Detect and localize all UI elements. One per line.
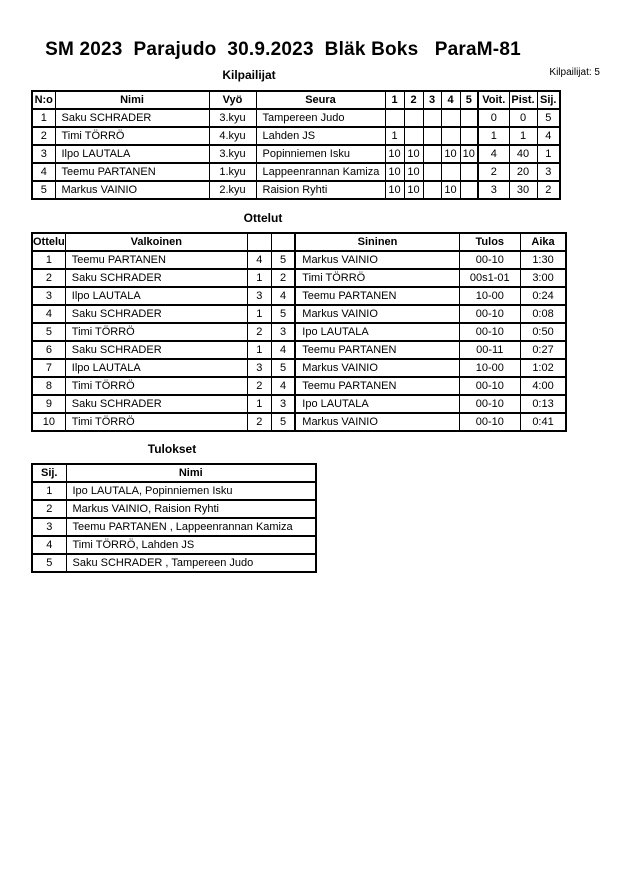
cell: 1 <box>247 341 271 359</box>
cell: 2 <box>247 413 271 431</box>
cell: 3:00 <box>520 269 566 287</box>
cell: 1 <box>247 305 271 323</box>
cell: 2 <box>271 269 295 287</box>
cell: 4 <box>32 536 66 554</box>
cell: 1:02 <box>520 359 566 377</box>
cell: 5 <box>271 413 295 431</box>
header-cell: 1 <box>385 91 404 109</box>
cell: 5 <box>271 359 295 377</box>
header-cell: Sij. <box>32 464 66 482</box>
header-cell: Vyö <box>209 91 256 109</box>
cell: 3 <box>478 181 509 199</box>
cell: 10 <box>404 145 423 163</box>
cell: Markus VAINIO, Raision Ryhti <box>66 500 316 518</box>
cell: 4 <box>537 127 560 145</box>
cell <box>423 109 441 127</box>
cell: Ilpo LAUTALA <box>65 287 247 305</box>
cell: Lahden JS <box>256 127 385 145</box>
table-row <box>32 536 316 554</box>
cell: 4:00 <box>520 377 566 395</box>
cell: 3 <box>32 145 55 163</box>
cell: 5 <box>537 109 560 127</box>
cell: 10 <box>404 163 423 181</box>
table-row <box>32 323 566 341</box>
table-row <box>32 305 566 323</box>
cell: 10 <box>404 181 423 199</box>
header-cell: Voit. <box>478 91 509 109</box>
cell: Timi TÖRRÖ <box>55 127 209 145</box>
header-cell: Tulos <box>459 233 520 251</box>
cell <box>441 127 460 145</box>
cell: 6 <box>32 341 65 359</box>
cell: 2 <box>32 269 65 287</box>
matches-table <box>31 232 567 432</box>
cell: 10 <box>385 145 404 163</box>
cell: Timi TÖRRÖ <box>65 323 247 341</box>
cell <box>423 145 441 163</box>
cell: Teemu PARTANEN <box>55 163 209 181</box>
cell: 4 <box>32 305 65 323</box>
cell: 2 <box>32 500 66 518</box>
cell: 10 <box>385 163 404 181</box>
header-cell <box>247 233 271 251</box>
cell: 7 <box>32 359 65 377</box>
cell: 10 <box>460 145 478 163</box>
cell: 4 <box>32 163 55 181</box>
cell <box>423 181 441 199</box>
cell: Lappeenrannan Kamiza <box>256 163 385 181</box>
table-row <box>32 127 560 145</box>
cell: 4.kyu <box>209 127 256 145</box>
cell <box>423 127 441 145</box>
header-row <box>32 233 566 251</box>
cell: 10-00 <box>459 359 520 377</box>
cell: Markus VAINIO <box>295 359 459 377</box>
cell <box>441 163 460 181</box>
cell: 1 <box>32 482 66 500</box>
cell: 4 <box>247 251 271 269</box>
cell: 0:27 <box>520 341 566 359</box>
cell: Teemu PARTANEN <box>65 251 247 269</box>
cell: 00-11 <box>459 341 520 359</box>
cell: 40 <box>509 145 537 163</box>
cell <box>423 163 441 181</box>
cell: 2 <box>247 377 271 395</box>
table-row <box>32 482 316 500</box>
table-row <box>32 554 316 572</box>
cell: 00-10 <box>459 377 520 395</box>
cell: Timi TÖRRÖ, Lahden JS <box>66 536 316 554</box>
cell: Saku SCHRADER , Tampereen Judo <box>66 554 316 572</box>
cell: 1.kyu <box>209 163 256 181</box>
cell: 00-10 <box>459 323 520 341</box>
page-title: SM 2023 Parajudo 30.9.2023 Bläk Boks ParaM-81 <box>45 39 521 60</box>
cell: Saku SCHRADER <box>65 341 247 359</box>
cell: Saku SCHRADER <box>65 305 247 323</box>
cell: Ipo LAUTALA <box>295 395 459 413</box>
header-cell: Valkoinen <box>65 233 247 251</box>
cell: 10 <box>32 413 65 431</box>
cell <box>460 163 478 181</box>
cell: 00s1-01 <box>459 269 520 287</box>
cell: 4 <box>271 377 295 395</box>
cell: Markus VAINIO <box>55 181 209 199</box>
table-row <box>32 518 316 536</box>
cell: 3 <box>271 323 295 341</box>
cell: Teemu PARTANEN , Lappeenrannan Kamiza <box>66 518 316 536</box>
cell <box>460 127 478 145</box>
cell: 2.kyu <box>209 181 256 199</box>
cell: 00-10 <box>459 395 520 413</box>
cell: Teemu PARTANEN <box>295 287 459 305</box>
cell: 1 <box>32 109 55 127</box>
cell: 1 <box>478 127 509 145</box>
cell: 3 <box>32 287 65 305</box>
cell: Popinniemen Isku <box>256 145 385 163</box>
cell: 5 <box>271 251 295 269</box>
header-cell: Aika <box>520 233 566 251</box>
cell: 2 <box>247 323 271 341</box>
section-title-ottelut: Ottelut <box>243 211 283 225</box>
header-cell: Sininen <box>295 233 459 251</box>
cell: 1:30 <box>520 251 566 269</box>
table-row <box>32 251 566 269</box>
cell: 2 <box>537 181 560 199</box>
cell: 0:13 <box>520 395 566 413</box>
cell <box>441 109 460 127</box>
header-cell: 3 <box>423 91 441 109</box>
standings-table <box>31 463 317 573</box>
cell: 1 <box>509 127 537 145</box>
header-row <box>32 464 316 482</box>
cell: Saku SCHRADER <box>55 109 209 127</box>
cell: 1 <box>247 395 271 413</box>
cell: 10-00 <box>459 287 520 305</box>
cell: 5 <box>32 554 66 572</box>
competitors-table <box>31 90 561 200</box>
cell: Tampereen Judo <box>256 109 385 127</box>
header-cell: 5 <box>460 91 478 109</box>
table-row <box>32 413 566 431</box>
cell <box>460 109 478 127</box>
cell: 10 <box>385 181 404 199</box>
table-row <box>32 377 566 395</box>
cell: 00-10 <box>459 413 520 431</box>
cell <box>385 109 404 127</box>
cell: 0 <box>509 109 537 127</box>
cell: Raision Ryhti <box>256 181 385 199</box>
header-cell: 2 <box>404 91 423 109</box>
cell: 5 <box>271 305 295 323</box>
cell: 3 <box>247 359 271 377</box>
cell: Timi TÖRRÖ <box>295 269 459 287</box>
cell: Teemu PARTANEN <box>295 377 459 395</box>
cell: Teemu PARTANEN <box>295 341 459 359</box>
cell: 3.kyu <box>209 109 256 127</box>
cell: 5 <box>32 323 65 341</box>
header-cell: Seura <box>256 91 385 109</box>
table-row <box>32 109 560 127</box>
cell: 0:41 <box>520 413 566 431</box>
header-cell: Sij. <box>537 91 560 109</box>
cell <box>404 109 423 127</box>
cell: 4 <box>271 287 295 305</box>
cell: 3 <box>32 518 66 536</box>
cell: 3.kyu <box>209 145 256 163</box>
cell: 1 <box>385 127 404 145</box>
cell: 0 <box>478 109 509 127</box>
header-cell: Ottelu <box>32 233 65 251</box>
header-cell: Pist. <box>509 91 537 109</box>
cell: 0:50 <box>520 323 566 341</box>
table-row <box>32 359 566 377</box>
cell: 00-10 <box>459 251 520 269</box>
header-cell: Nimi <box>55 91 209 109</box>
section-title-tulokset: Tulokset <box>147 442 197 456</box>
cell: Timi TÖRRÖ <box>65 413 247 431</box>
cell: 10 <box>441 145 460 163</box>
table-row <box>32 500 316 518</box>
header-cell: Nimi <box>66 464 316 482</box>
cell: 3 <box>537 163 560 181</box>
cell: 1 <box>32 251 65 269</box>
cell: Markus VAINIO <box>295 413 459 431</box>
competitors-count-label: Kilpailijat: 5 <box>549 67 600 78</box>
cell: 20 <box>509 163 537 181</box>
cell: Markus VAINIO <box>295 251 459 269</box>
cell: Saku SCHRADER <box>65 269 247 287</box>
cell: 1 <box>537 145 560 163</box>
cell: Markus VAINIO <box>295 305 459 323</box>
cell: 0:24 <box>520 287 566 305</box>
cell: 2 <box>478 163 509 181</box>
cell: Ilpo LAUTALA <box>65 359 247 377</box>
cell: 5 <box>32 181 55 199</box>
cell: Ipo LAUTALA, Popinniemen Isku <box>66 482 316 500</box>
cell: Timi TÖRRÖ <box>65 377 247 395</box>
header-cell: 4 <box>441 91 460 109</box>
header-cell <box>271 233 295 251</box>
table-row <box>32 163 560 181</box>
cell: 1 <box>247 269 271 287</box>
cell: 4 <box>271 341 295 359</box>
cell: 3 <box>271 395 295 413</box>
table-row <box>32 287 566 305</box>
header-row <box>32 91 560 109</box>
cell <box>404 127 423 145</box>
cell: 3 <box>247 287 271 305</box>
cell: 2 <box>32 127 55 145</box>
cell: Ilpo LAUTALA <box>55 145 209 163</box>
cell: 4 <box>478 145 509 163</box>
header-cell: N:o <box>32 91 55 109</box>
table-row <box>32 341 566 359</box>
table-row <box>32 181 560 199</box>
cell: Saku SCHRADER <box>65 395 247 413</box>
cell: 10 <box>441 181 460 199</box>
cell <box>460 181 478 199</box>
cell: 8 <box>32 377 65 395</box>
cell: 30 <box>509 181 537 199</box>
table-row <box>32 269 566 287</box>
table-row <box>32 395 566 413</box>
table-row <box>32 145 560 163</box>
cell: 9 <box>32 395 65 413</box>
cell: 00-10 <box>459 305 520 323</box>
section-title-kilpailijat: Kilpailijat <box>222 68 276 82</box>
cell: Ipo LAUTALA <box>295 323 459 341</box>
cell: 0:08 <box>520 305 566 323</box>
